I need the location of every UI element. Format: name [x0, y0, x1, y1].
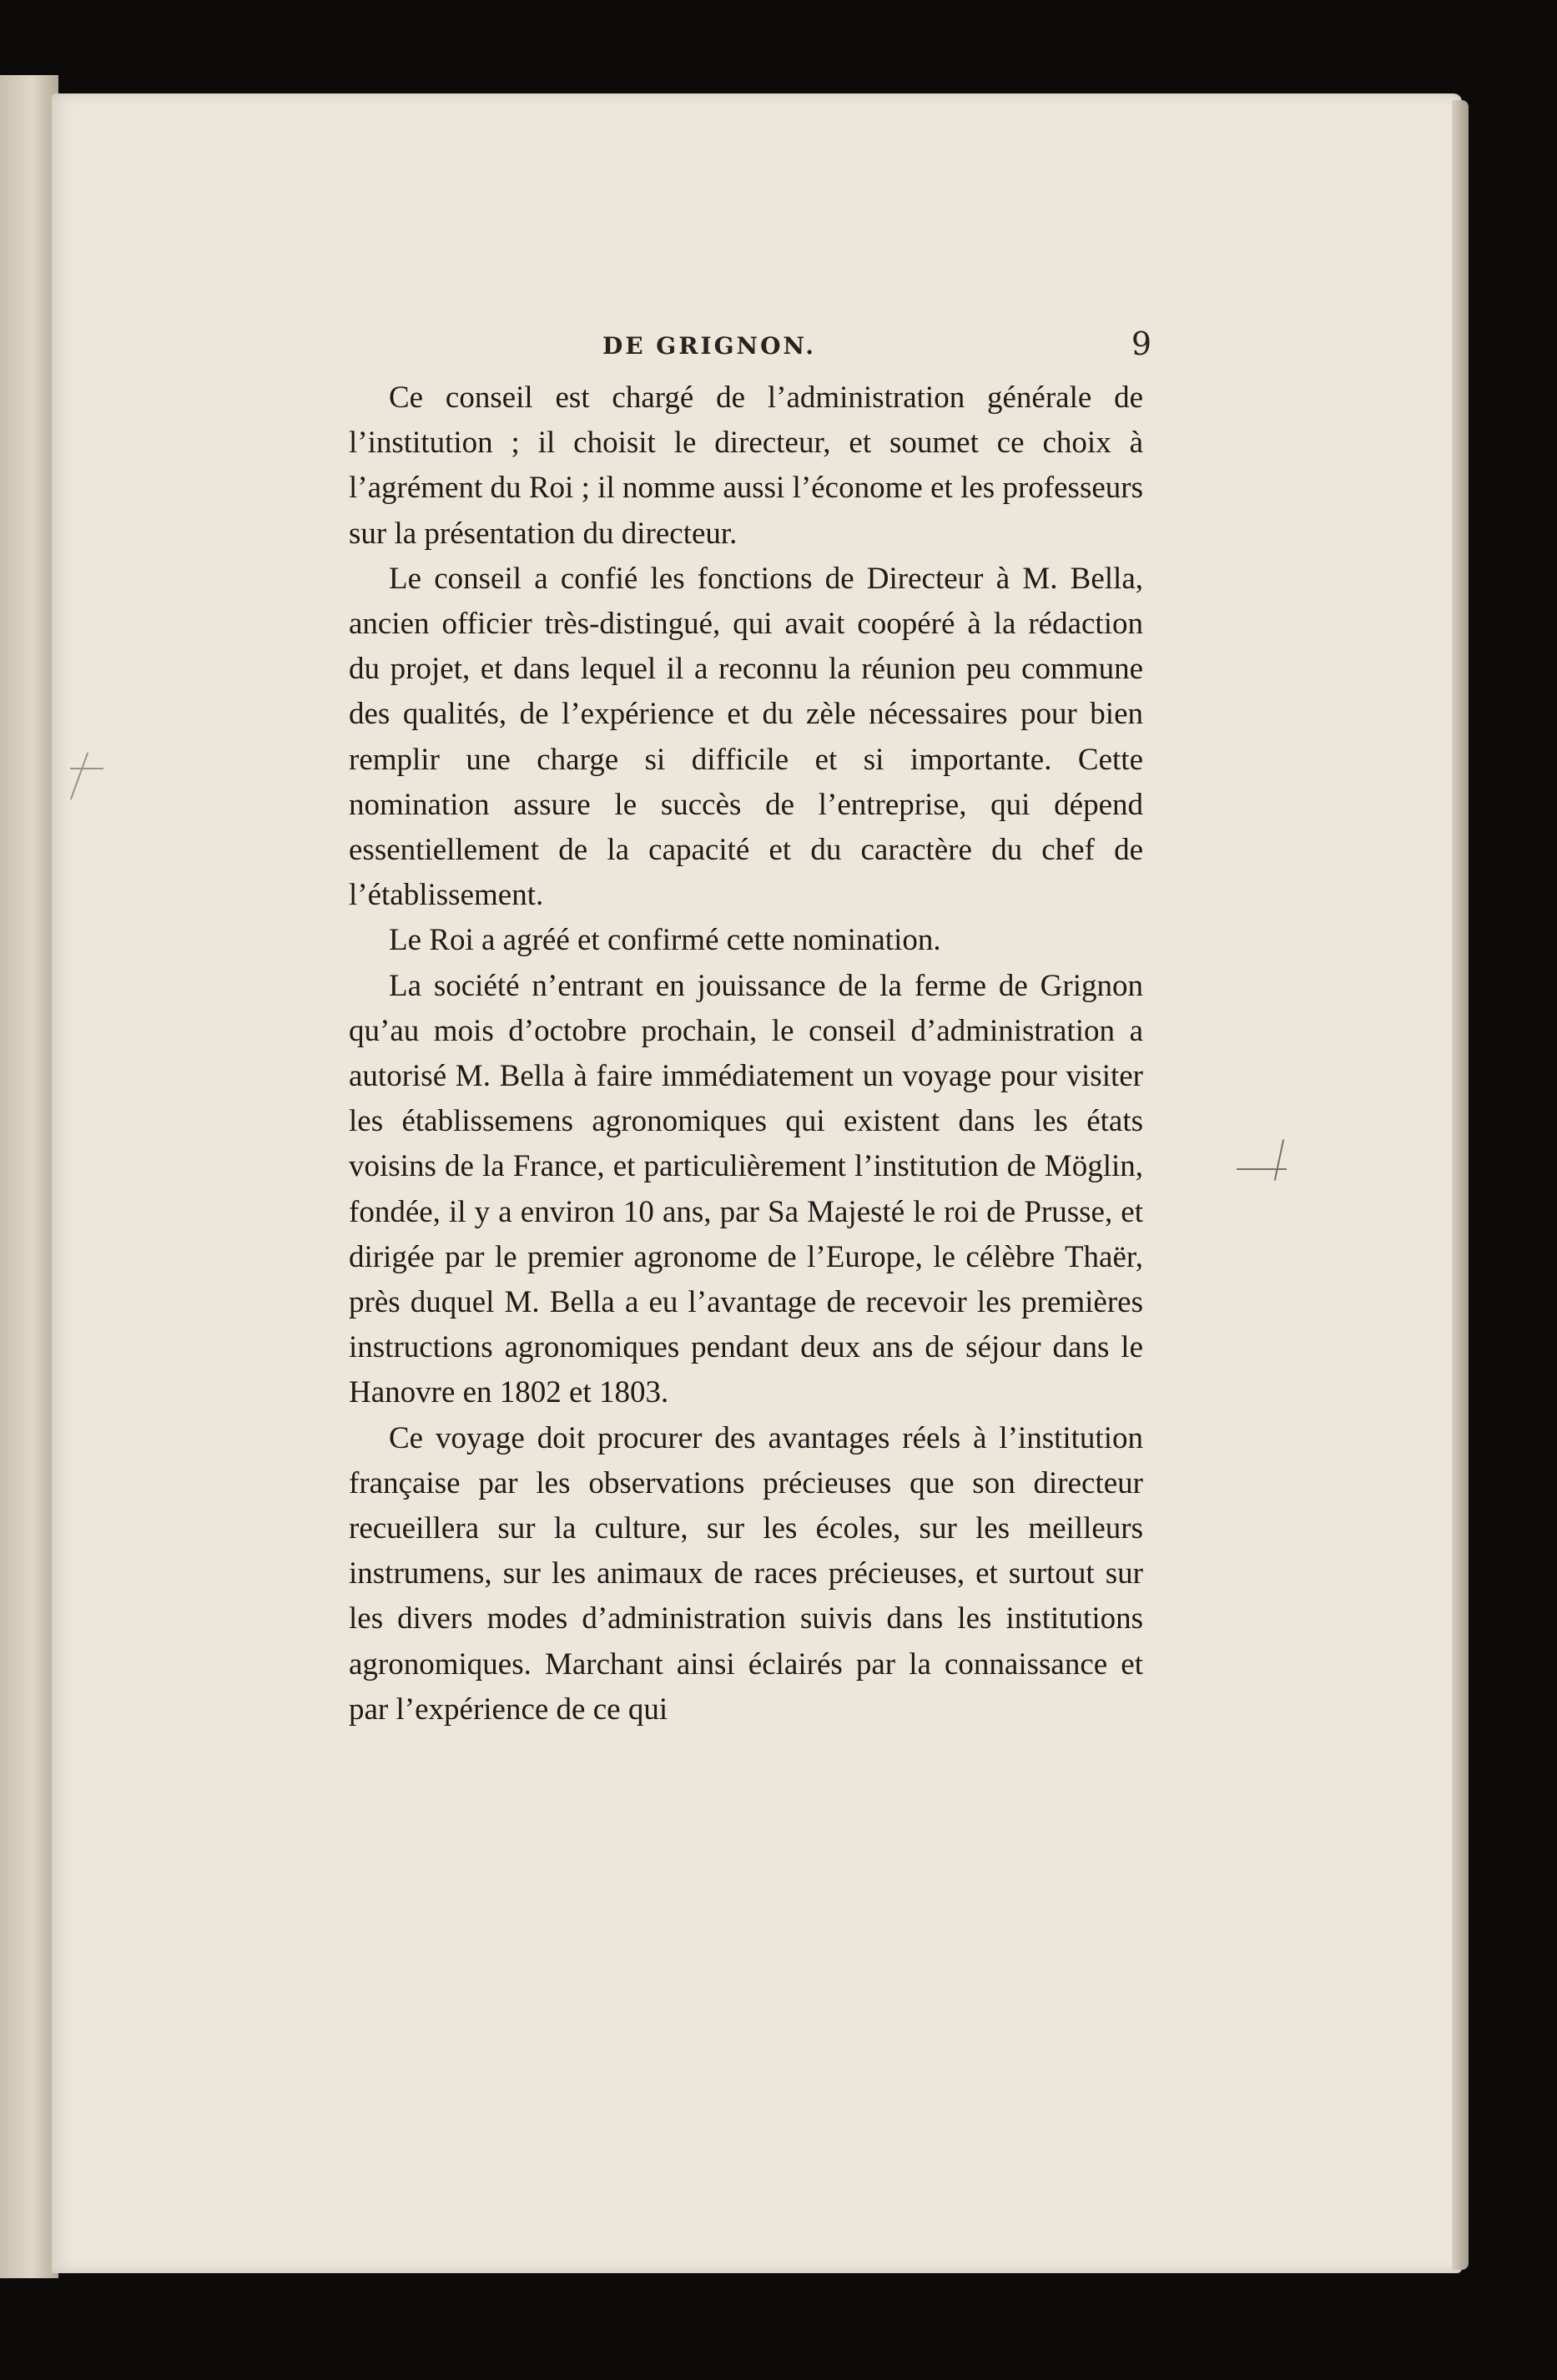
- paragraph: La société n’entrant en jouissance de la ferme de Grignon qu’au mois d’octobre prochain, le conseil d’administration a autorisé M. Bella à faire immédiatement un voyage pour visiter les établissemens agronomiques qui existent dans les états voisins de la France, et particulièrement l’institution de Möglin, fondée, il y a environ 10 ans, par Sa Majesté le roi de Prusse, et dirigée par le premier agronome de l’Europe, le célèbre Thaër, près duquel M. Bella a eu l’avantage de recevoir les premières instructions agronomiques pendant deux ans de séjour dans le Hanovre en 1802 et 1803.: [349, 968, 1143, 1410]
- body-text: [349, 376, 1143, 1732]
- page-stack-edge: [1452, 100, 1469, 2270]
- margin-mark-left: [70, 768, 103, 769]
- previous-page-edge: [0, 75, 58, 2278]
- running-title: DE GRIGNON.: [602, 332, 817, 360]
- paragraph: Le conseil a confié les fonctions de Directeur à M. Bella, ancien officier très-distingué, qui avait coopéré à la rédaction du projet, et dans lequel il a reconnu la réunion peu commune des qualités, de l’expérience et du zèle nécessaires pour bien remplir une charge si difficile et si importante. Cette nomination assure le succès de l’entreprise, qui dépend essentiellement de la capacité et du caractère du chef de l’établissement.: [349, 561, 1143, 913]
- page-number: 9: [1131, 325, 1151, 362]
- paragraph: Ce conseil est chargé de l’administration générale de l’institution ; il choisit le directeur, et soumet ce choix à l’agrément du Roi ; il nomme aussi l’économe et les professeurs sur la présentation du directeur.: [349, 381, 1143, 551]
- paragraph: Le Roi a agréé et confirmé cette nomination.: [389, 923, 941, 958]
- margin-mark-right: [1237, 1168, 1287, 1170]
- running-head: [267, 325, 1151, 367]
- paragraph: Ce voyage doit procurer des avantages réels à l’institution française par les observations précieuses que son directeur recueillera sur la culture, sur les écoles, sur les meilleurs instrumens, sur les animaux de races précieuses, et surtout sur les divers modes d’administration suivis dans les institutions agronomiques. Marchant ainsi éclairés par la connaissance et par l’expérience de ce qui: [349, 1420, 1143, 1727]
